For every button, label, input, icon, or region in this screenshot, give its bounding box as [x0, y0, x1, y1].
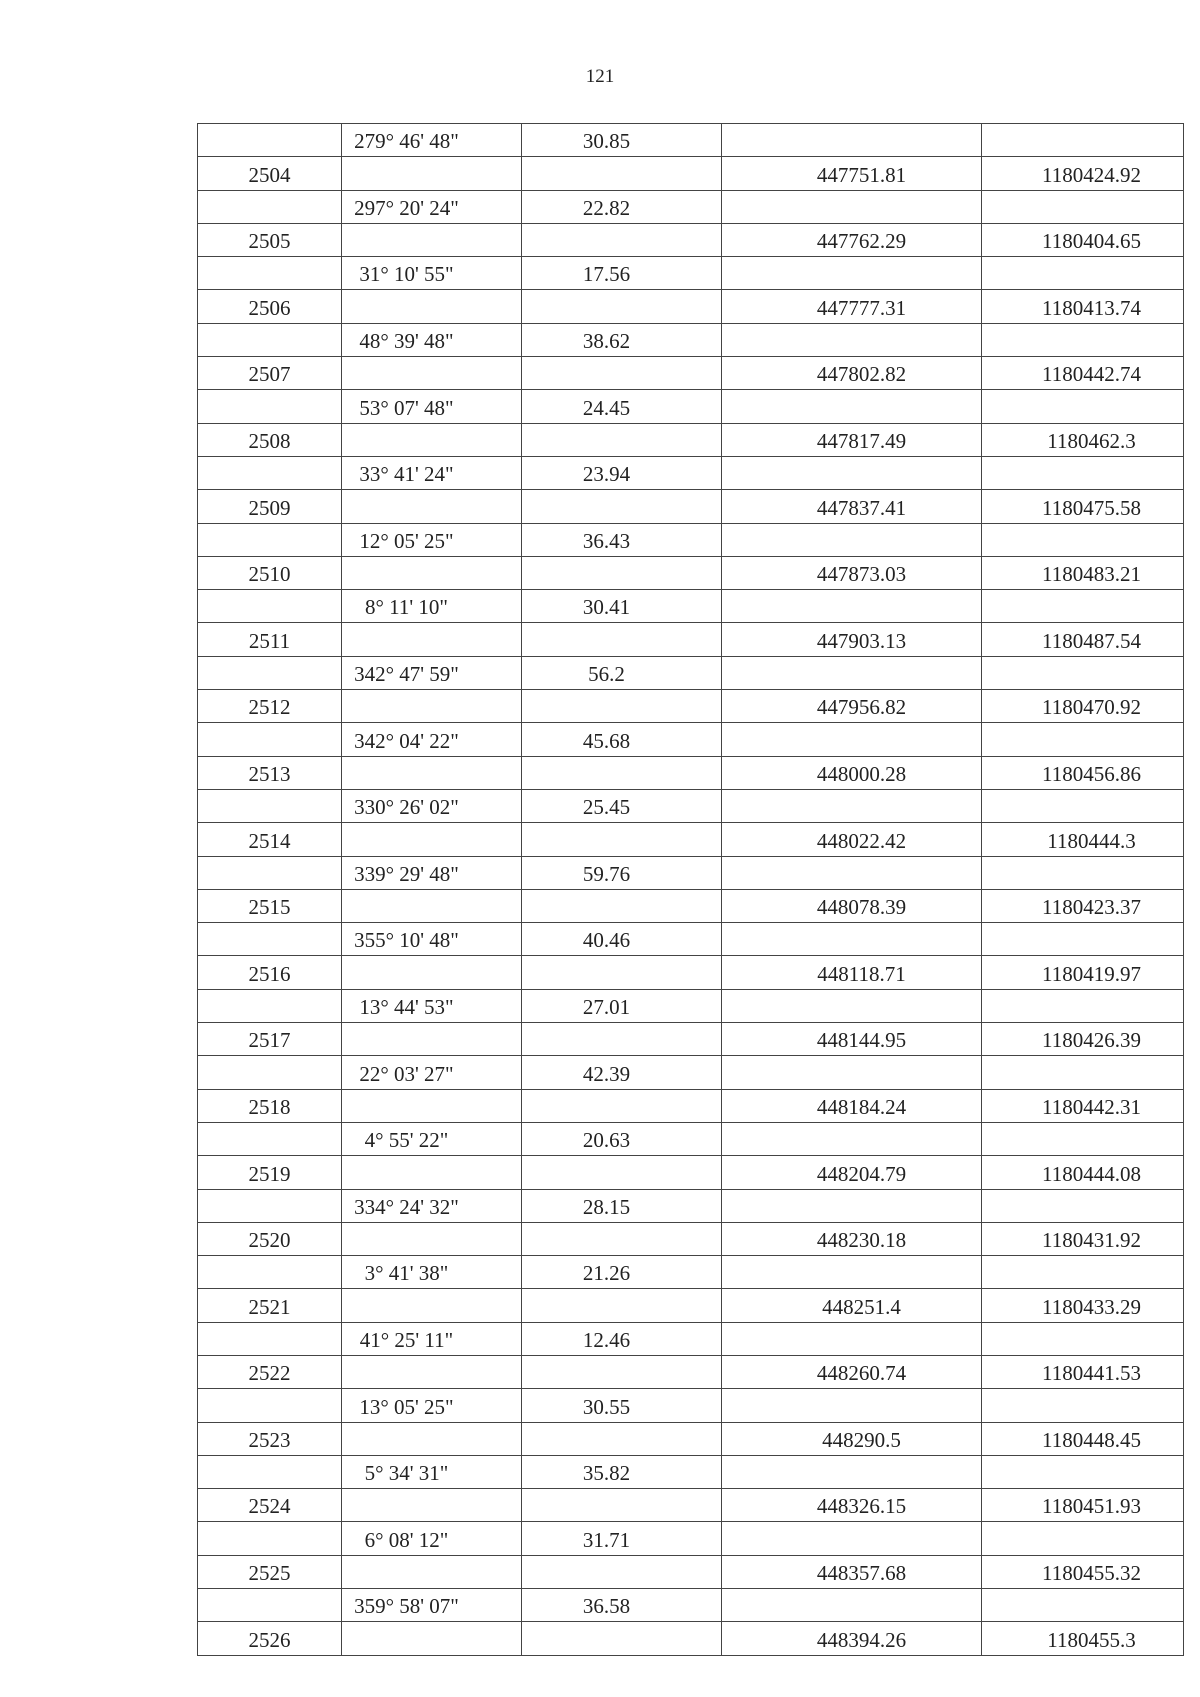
northing-cell — [722, 923, 982, 956]
bearing-cell — [342, 1355, 522, 1388]
traverse-leg-row — [198, 323, 1184, 356]
distance-cell — [522, 756, 722, 789]
traverse-leg-row — [198, 390, 1184, 423]
bearing-cell — [342, 1289, 522, 1322]
point-id-cell: 2509 — [198, 490, 342, 523]
bearing-cell: 279° 46' 48" — [342, 124, 522, 157]
bearing-cell: 3° 41' 38" — [342, 1256, 522, 1289]
easting-cell — [982, 1455, 1184, 1488]
distance-cell — [522, 357, 722, 390]
easting-cell: 1180462.3 — [982, 423, 1184, 456]
point-id-cell — [198, 789, 342, 822]
traverse-leg-row — [198, 523, 1184, 556]
point-id-cell — [198, 523, 342, 556]
distance-cell — [522, 1289, 722, 1322]
northing-cell: 447751.81 — [722, 157, 982, 190]
easting-cell — [982, 1322, 1184, 1355]
bearing-cell: 22° 03' 27" — [342, 1056, 522, 1089]
traverse-leg-row — [198, 1122, 1184, 1155]
northing-cell — [722, 1389, 982, 1422]
easting-cell: 1180455.32 — [982, 1555, 1184, 1588]
survey-point-row — [198, 623, 1184, 656]
easting-cell — [982, 523, 1184, 556]
northing-cell: 448000.28 — [722, 756, 982, 789]
point-id-cell — [198, 856, 342, 889]
point-id-cell — [198, 1389, 342, 1422]
survey-point-row — [198, 823, 1184, 856]
point-id-cell — [198, 1322, 342, 1355]
distance-cell: 36.43 — [522, 523, 722, 556]
easting-cell: 1180442.74 — [982, 357, 1184, 390]
bearing-cell — [342, 956, 522, 989]
survey-point-row — [198, 290, 1184, 323]
point-id-cell — [198, 323, 342, 356]
distance-cell — [522, 1355, 722, 1388]
northing-cell — [722, 1056, 982, 1089]
point-id-cell: 2511 — [198, 623, 342, 656]
easting-cell — [982, 1589, 1184, 1622]
distance-cell: 30.41 — [522, 590, 722, 623]
bearing-cell — [342, 223, 522, 256]
easting-cell: 1180426.39 — [982, 1023, 1184, 1056]
distance-cell — [522, 223, 722, 256]
traverse-leg-row — [198, 1322, 1184, 1355]
easting-cell: 1180424.92 — [982, 157, 1184, 190]
point-id-cell — [198, 923, 342, 956]
survey-point-row — [198, 1355, 1184, 1388]
distance-cell — [522, 1156, 722, 1189]
northing-cell — [722, 390, 982, 423]
survey-point-row — [198, 1422, 1184, 1455]
bearing-cell: 33° 41' 24" — [342, 456, 522, 489]
northing-cell — [722, 1122, 982, 1155]
easting-cell — [982, 1189, 1184, 1222]
northing-cell: 448204.79 — [722, 1156, 982, 1189]
distance-cell — [522, 1555, 722, 1588]
point-id-cell — [198, 1056, 342, 1089]
bearing-cell: 4° 55' 22" — [342, 1122, 522, 1155]
easting-cell: 1180442.31 — [982, 1089, 1184, 1122]
northing-cell: 447837.41 — [722, 490, 982, 523]
northing-cell: 448184.24 — [722, 1089, 982, 1122]
easting-cell — [982, 789, 1184, 822]
northing-cell — [722, 124, 982, 157]
bearing-cell — [342, 623, 522, 656]
bearing-cell: 334° 24' 32" — [342, 1189, 522, 1222]
point-id-cell: 2522 — [198, 1355, 342, 1388]
distance-cell: 40.46 — [522, 923, 722, 956]
bearing-cell: 342° 04' 22" — [342, 723, 522, 756]
traverse-leg-row — [198, 1589, 1184, 1622]
northing-cell — [722, 456, 982, 489]
survey-point-row — [198, 1156, 1184, 1189]
northing-cell: 447802.82 — [722, 357, 982, 390]
traverse-leg-row — [198, 1522, 1184, 1555]
bearing-cell — [342, 1222, 522, 1255]
survey-point-row — [198, 1023, 1184, 1056]
northing-cell — [722, 1256, 982, 1289]
bearing-cell — [342, 290, 522, 323]
easting-cell — [982, 1522, 1184, 1555]
bearing-cell — [342, 889, 522, 922]
survey-point-row — [198, 357, 1184, 390]
easting-cell — [982, 923, 1184, 956]
point-id-cell — [198, 456, 342, 489]
survey-point-row — [198, 1555, 1184, 1588]
traverse-leg-row — [198, 590, 1184, 623]
distance-cell — [522, 690, 722, 723]
distance-cell — [522, 1023, 722, 1056]
easting-cell — [982, 456, 1184, 489]
bearing-cell — [342, 823, 522, 856]
easting-cell — [982, 856, 1184, 889]
survey-table-container — [197, 123, 1183, 1656]
distance-cell: 23.94 — [522, 456, 722, 489]
survey-table-body — [198, 124, 1184, 1656]
point-id-cell — [198, 1522, 342, 1555]
easting-cell — [982, 323, 1184, 356]
distance-cell — [522, 290, 722, 323]
bearing-cell: 8° 11' 10" — [342, 590, 522, 623]
bearing-cell: 330° 26' 02" — [342, 789, 522, 822]
distance-cell: 27.01 — [522, 989, 722, 1022]
distance-cell — [522, 490, 722, 523]
traverse-leg-row — [198, 1455, 1184, 1488]
bearing-cell: 6° 08' 12" — [342, 1522, 522, 1555]
survey-point-row — [198, 1622, 1184, 1655]
easting-cell: 1180470.92 — [982, 690, 1184, 723]
distance-cell: 20.63 — [522, 1122, 722, 1155]
distance-cell — [522, 889, 722, 922]
northing-cell — [722, 323, 982, 356]
northing-cell: 448118.71 — [722, 956, 982, 989]
distance-cell: 35.82 — [522, 1455, 722, 1488]
traverse-leg-row — [198, 456, 1184, 489]
easting-cell: 1180441.53 — [982, 1355, 1184, 1388]
traverse-leg-row — [198, 856, 1184, 889]
distance-cell: 28.15 — [522, 1189, 722, 1222]
point-id-cell — [198, 1122, 342, 1155]
distance-cell: 59.76 — [522, 856, 722, 889]
northing-cell: 448357.68 — [722, 1555, 982, 1588]
distance-cell: 30.85 — [522, 124, 722, 157]
point-id-cell: 2506 — [198, 290, 342, 323]
bearing-cell: 13° 05' 25" — [342, 1389, 522, 1422]
bearing-cell — [342, 357, 522, 390]
easting-cell: 1180448.45 — [982, 1422, 1184, 1455]
easting-cell — [982, 190, 1184, 223]
survey-point-row — [198, 956, 1184, 989]
easting-cell: 1180456.86 — [982, 756, 1184, 789]
survey-point-row — [198, 223, 1184, 256]
point-id-cell — [198, 190, 342, 223]
distance-cell: 17.56 — [522, 257, 722, 290]
easting-cell — [982, 656, 1184, 689]
distance-cell — [522, 423, 722, 456]
bearing-cell: 13° 44' 53" — [342, 989, 522, 1022]
point-id-cell: 2512 — [198, 690, 342, 723]
easting-cell — [982, 257, 1184, 290]
distance-cell — [522, 1422, 722, 1455]
bearing-cell — [342, 157, 522, 190]
traverse-leg-row — [198, 789, 1184, 822]
northing-cell — [722, 257, 982, 290]
traverse-leg-row — [198, 1389, 1184, 1422]
point-id-cell: 2517 — [198, 1023, 342, 1056]
easting-cell — [982, 390, 1184, 423]
easting-cell: 1180487.54 — [982, 623, 1184, 656]
point-id-cell: 2524 — [198, 1489, 342, 1522]
survey-point-row — [198, 756, 1184, 789]
distance-cell — [522, 823, 722, 856]
northing-cell: 448290.5 — [722, 1422, 982, 1455]
northing-cell: 447956.82 — [722, 690, 982, 723]
traverse-leg-row — [198, 190, 1184, 223]
bearing-cell: 297° 20' 24" — [342, 190, 522, 223]
point-id-cell: 2519 — [198, 1156, 342, 1189]
distance-cell: 36.58 — [522, 1589, 722, 1622]
easting-cell — [982, 723, 1184, 756]
northing-cell — [722, 989, 982, 1022]
page-number: 121 — [585, 66, 615, 87]
distance-cell: 31.71 — [522, 1522, 722, 1555]
bearing-cell: 339° 29' 48" — [342, 856, 522, 889]
distance-cell: 45.68 — [522, 723, 722, 756]
bearing-cell: 359° 58' 07" — [342, 1589, 522, 1622]
bearing-cell — [342, 1156, 522, 1189]
bearing-cell — [342, 1023, 522, 1056]
point-id-cell — [198, 1256, 342, 1289]
bearing-cell — [342, 490, 522, 523]
easting-cell — [982, 590, 1184, 623]
distance-cell: 42.39 — [522, 1056, 722, 1089]
distance-cell: 24.45 — [522, 390, 722, 423]
northing-cell — [722, 1455, 982, 1488]
distance-cell — [522, 556, 722, 589]
survey-point-row — [198, 1222, 1184, 1255]
point-id-cell: 2505 — [198, 223, 342, 256]
point-id-cell — [198, 390, 342, 423]
point-id-cell: 2510 — [198, 556, 342, 589]
survey-point-row — [198, 556, 1184, 589]
easting-cell — [982, 124, 1184, 157]
northing-cell: 448326.15 — [722, 1489, 982, 1522]
distance-cell — [522, 1622, 722, 1655]
bearing-cell — [342, 556, 522, 589]
distance-cell: 56.2 — [522, 656, 722, 689]
survey-point-row — [198, 423, 1184, 456]
northing-cell — [722, 789, 982, 822]
easting-cell: 1180483.21 — [982, 556, 1184, 589]
point-id-cell: 2525 — [198, 1555, 342, 1588]
survey-point-row — [198, 490, 1184, 523]
point-id-cell: 2514 — [198, 823, 342, 856]
distance-cell — [522, 1222, 722, 1255]
northing-cell — [722, 590, 982, 623]
point-id-cell: 2504 — [198, 157, 342, 190]
traverse-leg-row — [198, 1256, 1184, 1289]
distance-cell — [522, 1489, 722, 1522]
point-id-cell — [198, 1189, 342, 1222]
northing-cell: 447817.49 — [722, 423, 982, 456]
northing-cell: 447777.31 — [722, 290, 982, 323]
easting-cell: 1180475.58 — [982, 490, 1184, 523]
survey-point-row — [198, 1289, 1184, 1322]
bearing-cell — [342, 690, 522, 723]
bearing-cell: 355° 10' 48" — [342, 923, 522, 956]
point-id-cell: 2516 — [198, 956, 342, 989]
survey-point-row — [198, 690, 1184, 723]
distance-cell — [522, 1089, 722, 1122]
point-id-cell: 2518 — [198, 1089, 342, 1122]
bearing-cell: 53° 07' 48" — [342, 390, 522, 423]
bearing-cell — [342, 1489, 522, 1522]
northing-cell: 447762.29 — [722, 223, 982, 256]
traverse-leg-row — [198, 723, 1184, 756]
bearing-cell: 5° 34' 31" — [342, 1455, 522, 1488]
point-id-cell — [198, 1455, 342, 1488]
northing-cell: 447903.13 — [722, 623, 982, 656]
northing-cell — [722, 523, 982, 556]
distance-cell — [522, 956, 722, 989]
traverse-leg-row — [198, 923, 1184, 956]
point-id-cell — [198, 590, 342, 623]
point-id-cell — [198, 257, 342, 290]
easting-cell: 1180431.92 — [982, 1222, 1184, 1255]
point-id-cell: 2515 — [198, 889, 342, 922]
distance-cell: 22.82 — [522, 190, 722, 223]
northing-cell: 447873.03 — [722, 556, 982, 589]
easting-cell: 1180433.29 — [982, 1289, 1184, 1322]
northing-cell: 448260.74 — [722, 1355, 982, 1388]
easting-cell: 1180444.08 — [982, 1156, 1184, 1189]
traverse-leg-row — [198, 656, 1184, 689]
northing-cell — [722, 656, 982, 689]
point-id-cell: 2523 — [198, 1422, 342, 1455]
easting-cell: 1180419.97 — [982, 956, 1184, 989]
point-id-cell — [198, 124, 342, 157]
easting-cell: 1180451.93 — [982, 1489, 1184, 1522]
distance-cell: 21.26 — [522, 1256, 722, 1289]
northing-cell — [722, 856, 982, 889]
distance-cell: 12.46 — [522, 1322, 722, 1355]
traverse-leg-row — [198, 1056, 1184, 1089]
distance-cell — [522, 157, 722, 190]
northing-cell — [722, 190, 982, 223]
traverse-leg-row — [198, 1189, 1184, 1222]
point-id-cell — [198, 989, 342, 1022]
bearing-cell — [342, 1089, 522, 1122]
bearing-cell: 12° 05' 25" — [342, 523, 522, 556]
bearing-cell — [342, 756, 522, 789]
point-id-cell — [198, 1589, 342, 1622]
easting-cell — [982, 1256, 1184, 1289]
northing-cell — [722, 1589, 982, 1622]
easting-cell — [982, 1389, 1184, 1422]
point-id-cell: 2513 — [198, 756, 342, 789]
point-id-cell — [198, 723, 342, 756]
bearing-cell — [342, 1622, 522, 1655]
easting-cell: 1180444.3 — [982, 823, 1184, 856]
point-id-cell: 2521 — [198, 1289, 342, 1322]
distance-cell — [522, 623, 722, 656]
survey-point-row — [198, 1489, 1184, 1522]
bearing-cell: 31° 10' 55" — [342, 257, 522, 290]
point-id-cell: 2507 — [198, 357, 342, 390]
distance-cell: 25.45 — [522, 789, 722, 822]
point-id-cell: 2508 — [198, 423, 342, 456]
bearing-cell — [342, 1555, 522, 1588]
survey-point-row — [198, 889, 1184, 922]
bearing-cell: 41° 25' 11" — [342, 1322, 522, 1355]
easting-cell — [982, 1122, 1184, 1155]
northing-cell: 448078.39 — [722, 889, 982, 922]
traverse-leg-row — [198, 124, 1184, 157]
easting-cell: 1180455.3 — [982, 1622, 1184, 1655]
bearing-cell: 48° 39' 48" — [342, 323, 522, 356]
northing-cell: 448022.42 — [722, 823, 982, 856]
bearing-cell: 342° 47' 59" — [342, 656, 522, 689]
survey-coordinates-table — [197, 123, 1184, 1656]
bearing-cell — [342, 423, 522, 456]
distance-cell: 38.62 — [522, 323, 722, 356]
survey-point-row — [198, 1089, 1184, 1122]
northing-cell — [722, 1189, 982, 1222]
traverse-leg-row — [198, 257, 1184, 290]
northing-cell: 448144.95 — [722, 1023, 982, 1056]
easting-cell: 1180413.74 — [982, 290, 1184, 323]
easting-cell — [982, 1056, 1184, 1089]
bearing-cell — [342, 1422, 522, 1455]
easting-cell — [982, 989, 1184, 1022]
distance-cell: 30.55 — [522, 1389, 722, 1422]
easting-cell: 1180404.65 — [982, 223, 1184, 256]
point-id-cell — [198, 656, 342, 689]
northing-cell — [722, 1322, 982, 1355]
northing-cell — [722, 723, 982, 756]
easting-cell: 1180423.37 — [982, 889, 1184, 922]
northing-cell: 448230.18 — [722, 1222, 982, 1255]
point-id-cell: 2520 — [198, 1222, 342, 1255]
northing-cell — [722, 1522, 982, 1555]
survey-point-row — [198, 157, 1184, 190]
northing-cell: 448251.4 — [722, 1289, 982, 1322]
point-id-cell: 2526 — [198, 1622, 342, 1655]
traverse-leg-row — [198, 989, 1184, 1022]
northing-cell: 448394.26 — [722, 1622, 982, 1655]
